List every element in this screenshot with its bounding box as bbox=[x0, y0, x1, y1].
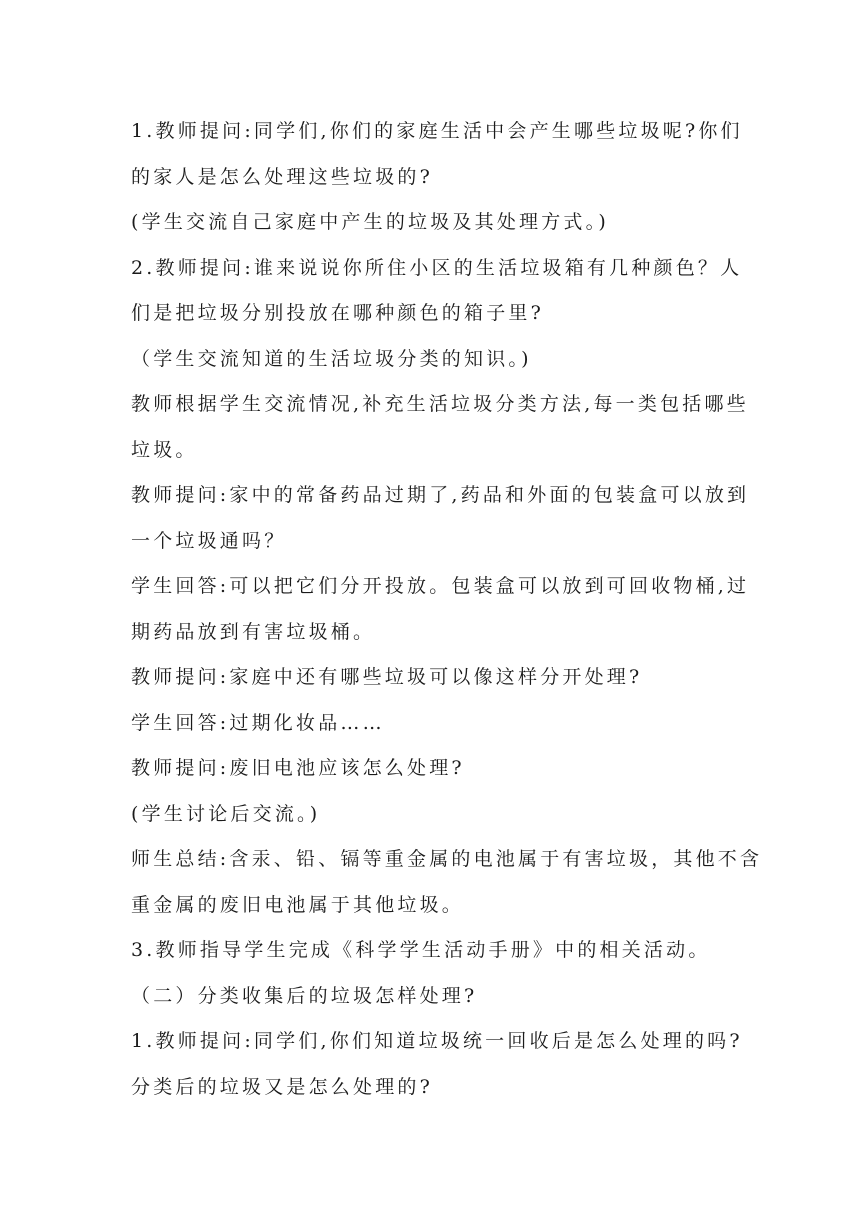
text-line-3: (学生交流自己家庭中产生的垃圾及其处理方式。) bbox=[131, 211, 609, 233]
text-line-11: 学生回答:可以把它们分开投放。包装盒可以放到可回收物桶,过 bbox=[131, 575, 750, 597]
document-body bbox=[131, 109, 763, 1110]
text-line-4: 2.教师提问:谁来说说你所住小区的生活垃圾箱有几种颜色？人 bbox=[131, 256, 743, 279]
text-line-13: 教师提问:家庭中还有哪些垃圾可以像这样分开处理? bbox=[131, 666, 643, 688]
text-line-17: 师生总结:含汞、铅、镉等重金属的电池属于有害垃圾，其他不含 bbox=[131, 848, 763, 870]
text-line-2: 的家人是怎么处理这些垃圾的? bbox=[131, 165, 433, 188]
text-line-10: 一个垃圾通吗？ bbox=[131, 529, 287, 552]
text-line-16: (学生讨论后交流。) bbox=[131, 802, 321, 825]
text-line-21: 1.教师提问:同学们,你们知道垃圾统一回收后是怎么处理的吗? bbox=[131, 1030, 743, 1052]
text-line-1: 1.教师提问:同学们,你们的家庭生活中会产生哪些垃圾呢?你们 bbox=[131, 120, 743, 142]
text-line-18: 重金属的废旧电池属于其他垃圾。 bbox=[131, 893, 465, 916]
text-line-20: （二）分类收集后的垃圾怎样处理? bbox=[131, 984, 478, 1007]
text-line-9: 教师提问:家中的常备药品过期了,药品和外面的包装盒可以放到 bbox=[131, 484, 750, 506]
text-line-7: 教师根据学生交流情况,补充生活垃圾分类方法,每一类包括哪些 bbox=[131, 393, 749, 415]
text-line-22: 分类后的垃圾又是怎么处理的? bbox=[131, 1075, 433, 1098]
text-line-14: 学生回答:过期化妆品…… bbox=[131, 711, 385, 734]
text-line-8: 垃圾。 bbox=[131, 438, 198, 461]
text-line-12: 期药品放到有害垃圾桶。 bbox=[131, 620, 376, 643]
text-line-6: （学生交流知道的生活垃圾分类的知识。) bbox=[131, 347, 532, 370]
text-line-19: 3.教师指导学生完成《科学学生活动手册》中的相关活动。 bbox=[131, 939, 711, 961]
text-line-15: 教师提问:废旧电池应该怎么处理? bbox=[131, 757, 465, 779]
text-line-5: 们是把垃圾分别投放在哪种颜色的箱子里? bbox=[131, 302, 544, 324]
